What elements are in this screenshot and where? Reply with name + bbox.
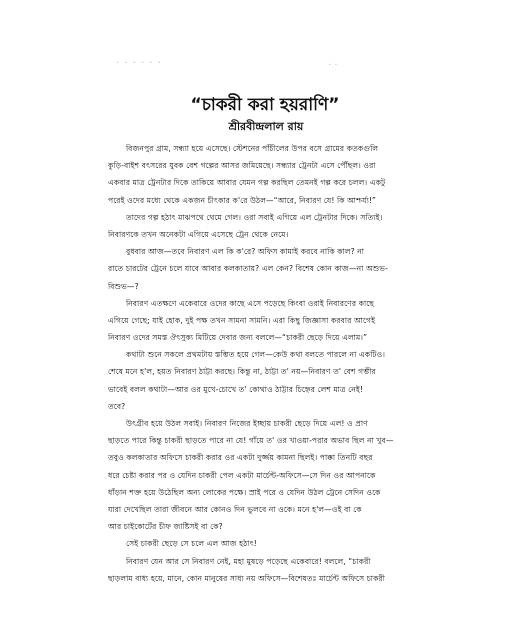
- author-name: শ্রীরবীন্দ্রলাল রায়: [228, 120, 304, 133]
- text-line: নিবারণ ওদের সমস্ত ঔৎসুক্য মিটিয়ে দেবার জন্য বললে—“চাকরী ছেড়ে দিয়ে এলাম।”: [108, 333, 368, 343]
- text-line: ভাবেই বলল কথাটা—আর ওর মুখে-চোখে ত' কোথাও ঠাট্টার চিহ্নের লেশ মাত্র নেই!: [108, 384, 364, 394]
- faint-stamp: · · · · · ·: [116, 58, 162, 69]
- text-line: শেষে মনে হ'ল, হয়ত নিবারণ ঠাট্টা করছে। কিন্তু না, ঠাট্টা ত' নয়—নিবারণ ত' বেশ গম্ভীর: [108, 367, 376, 377]
- faint-mark: · ·: [328, 60, 338, 70]
- text-line: নিবারণকে তখন অনেকটা এগিয়ে এসেছে ট্রেন থেকে নেমে।: [108, 229, 289, 239]
- text-line: রাতে চারটের ট্রেনে চলে যাবে আবার কলকাতায়? এল কেন? বিশেষ কোন কাজ—না অশুভ-: [108, 264, 388, 274]
- text-line: একবার মাত্র ট্রেনটার দিকে তাকিয়ে আবার যেমন গল্প করছিল তেমনই গল্প করে চলল। একটু: [108, 178, 386, 188]
- text-line: যারা দেখেছিল তারা জীবনে আর কোনও দিন ভুলবে না ওকে। মনে হ'ল—ওই বা কে: [108, 504, 362, 514]
- text-line: তাদের গল্প হঠাৎ মাঝপথে থেমে গেল। ওরা সবাই এগিয়ে এল ট্রেনটার দিকে। সত্যিই।: [126, 212, 383, 222]
- text-line: কথাটা শুনে সকলে প্রথমটায় স্তম্ভিত হয়ে গেল—কেউ কথা বলতে পারলে না একটিও।: [126, 350, 386, 360]
- text-line: বিশুভ—?: [108, 281, 139, 291]
- text-line: এগিয়ে গেছে; যাই হোক, দুই পক্ষ তখন সামনা সামনি। এরা কিছু জিজ্ঞাসা করবার আগেই: [108, 315, 376, 325]
- text-line: ছাড়তে পারে কিন্তু চাকরী ছাড়তে পারে না যে! গাঁয়ে ত' ওর খাওয়া-পরার অভাব ছিল না খুব—: [108, 436, 394, 446]
- text-line: নিবারণ এতক্ষণে একেবারে ওদের কাছে এসে পড়েছে কিংবা ওরাই নিবারণের কাছে: [126, 298, 375, 308]
- text-line: নিবারণ যেন আর সে নিবারণ নেই, মহা মুষড়ে পড়েছে একেবারে! বললে, “চাকরী: [126, 556, 371, 566]
- text-line: কুড়ি-বাইশ বৎসরের যুবক বেশ গল্পের আসর জমিয়েছে। সন্ধ্যার ট্রেনটা এসে পৌঁছল। ওরা: [108, 161, 376, 171]
- text-line: বুধবার আজ—তবে নিবারণ এল কি ক'রে? অফিস কামাই করবে নাকি কাল? না: [126, 247, 365, 257]
- story-body: [108, 140, 420, 587]
- text-line: পরেই ওদের মধ্যে থেকে একজন চীৎকার ক'রে উঠল—“আরে, নিবারণ যে! কি আশ্চর্য্য!”: [108, 195, 377, 205]
- text-line: আর চাইকোর্টের চীফ জাষ্টিসই বা কে?: [108, 522, 223, 532]
- text-line: তবুও কলকাতার অফিসে চাকরী করার ওর একটা দুর্জ্জয় কামনা ছিলই। পাক্কা তিনটি বছর: [108, 453, 373, 463]
- text-line: ধাঁড়ান শক্ত হয়ে উঠেছিল অন্য লোকের পক্ষে। স্রাই পরে ও যেদিন উঠল ট্রেনে সেদিন ওকে: [108, 487, 381, 497]
- text-line: ছাড়লাম বাধ্য হয়ে, মানে, কোন মানুষের সাধ্য নয় অফিসে—বিশেষতঃ মার্চেন্ট অফিসে চাকরী: [108, 573, 385, 583]
- text-line: সেই চাকরী ছেড়ে সে চলে এল আজ হঠাৎ!: [126, 539, 257, 549]
- text-line: ধরে চেষ্টা করার পর ও যেদিন চাকরী পেল একটা মার্চেন্ট-অফিসে—সে দিন ওর আপনাকে: [108, 470, 376, 480]
- story-title: “চাকরী করা হয়রাণি”: [190, 95, 340, 115]
- text-line: উৎগ্রীব হয়ে উঠল সবাই। নিবারণ নিজের ইচ্ছায় চাকরী ছেড়ে দিয়ে এল! ও প্রাণ: [126, 419, 368, 428]
- text-line: বিজনপুর গ্রাম, সন্ধ্যা হয়ে এসেছে। স্টেশনের পাঁচীলের উপর বসে গ্রামের কতকগুলি: [126, 144, 379, 153]
- text-line: তবে?: [108, 401, 126, 411]
